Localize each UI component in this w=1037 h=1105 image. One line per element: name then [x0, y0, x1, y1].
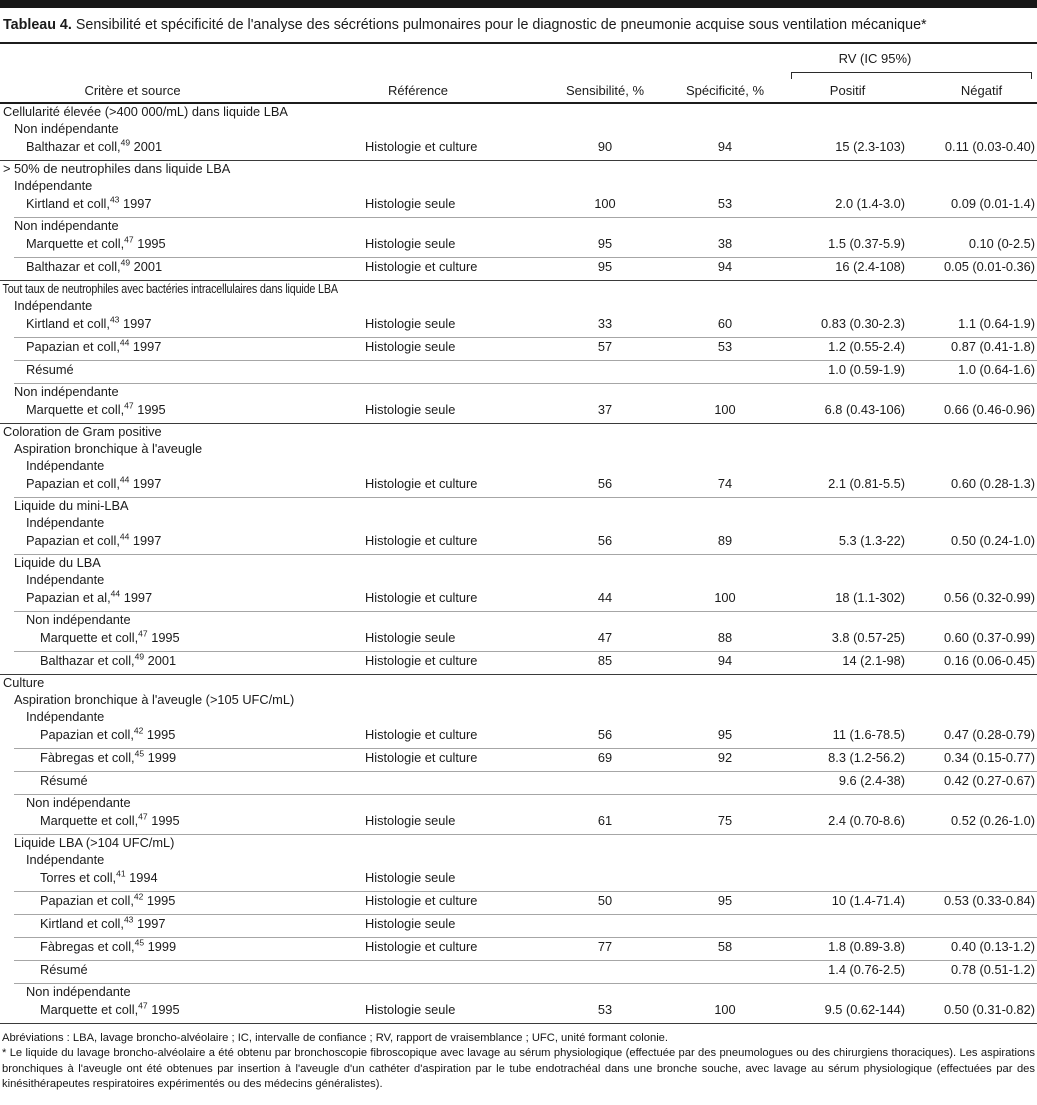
section-label-row [0, 121, 1037, 138]
source-cell: Fàbregas et coll,$^{45}$ 1999 [40, 937, 177, 954]
specificity-cell: 38 [717, 235, 733, 251]
abbreviations-note: Abréviations : LBA, lavage broncho-alvéolaire ; IC, intervalle de confiance ; RV, rapport de vraisemblance ; UFC, unité formant colonie. [2, 1031, 669, 1044]
rv-negative-cell: 0.50 (0.31-0.82) [943, 1001, 1035, 1017]
criterion-label: Indépendante [14, 298, 93, 314]
section-label-row [0, 572, 1037, 589]
rv-negative-cell: 0.09 (0.01-1.4) [951, 195, 1035, 211]
table-row [0, 235, 1037, 257]
criterion-label: Indépendante [26, 572, 105, 588]
section-label-row [0, 104, 1037, 121]
rv-negative-cell: 0.50 (0.24-1.0) [951, 532, 1035, 548]
criterion-label: Cellularité élevée (>400 000/mL) dans liquide LBA [3, 104, 288, 120]
source-cell: Balthazar et coll,$^{49}$ 2001 [26, 137, 163, 154]
rv-negative-cell: 0.34 (0.15-0.77) [943, 749, 1035, 765]
rv-positive-cell: 8.3 (1.2-56.2) [828, 749, 905, 765]
specificity-cell: 94 [717, 652, 733, 668]
criterion-label: Liquide du LBA [14, 555, 101, 571]
rv-negative-cell: 0.47 (0.28-0.79) [943, 726, 1035, 742]
rv-positive-cell: 11 (1.6-78.5) [832, 726, 905, 742]
specificity-cell: 88 [717, 629, 733, 645]
specificity-cell: 95 [717, 726, 733, 742]
rv-negative-cell: 0.05 (0.01-0.36) [943, 258, 1035, 274]
specificity-cell: 94 [717, 258, 733, 274]
col-header-sensitivity: Sensibilité, % [565, 82, 645, 98]
rv-positive-cell: 1.8 (0.89-3.8) [828, 938, 905, 954]
specificity-cell: 92 [717, 749, 733, 765]
section-label-row [0, 709, 1037, 726]
source-cell: Papazian et coll,$^{44}$ 1997 [26, 474, 162, 491]
specificity-cell: 100 [714, 401, 736, 417]
section-label-row [0, 161, 1037, 178]
col-header-rv-positive: Positif [829, 82, 866, 98]
reference-cell: Histologie seule [365, 338, 456, 354]
source-cell: Marquette et coll,$^{47}$ 1995 [40, 628, 180, 645]
table-row [0, 892, 1037, 914]
specificity-cell: 100 [714, 589, 736, 605]
specificity-cell: 89 [717, 532, 733, 548]
criterion-label: Indépendante [26, 515, 105, 531]
section-label-row [0, 281, 1037, 298]
col-header-specificity: Spécificité, % [685, 82, 765, 98]
rv-negative-cell: 0.60 (0.37-0.99) [943, 629, 1035, 645]
section-label-row [0, 852, 1037, 869]
specificity-cell: 75 [717, 812, 733, 828]
reference-cell: Histologie et culture [365, 589, 478, 605]
section-label-row [0, 218, 1037, 235]
section-label-row [0, 441, 1037, 458]
table-row [0, 338, 1037, 360]
rv-positive-cell: 16 (2.4-108) [835, 258, 905, 274]
reference-cell: Histologie seule [365, 195, 456, 211]
source-cell: Kirtland et coll,$^{43}$ 1997 [26, 314, 152, 331]
col-header-criterion: Critère et source [84, 82, 181, 98]
rv-positive-cell: 15 (2.3-103) [835, 138, 905, 154]
reference-cell: Histologie seule [365, 629, 456, 645]
source-cell: Marquette et coll,$^{47}$ 1995 [40, 1000, 180, 1017]
rv-positive-cell: 1.4 (0.76-2.5) [828, 961, 905, 977]
reference-cell: Histologie et culture [365, 938, 478, 954]
table-row [0, 315, 1037, 337]
section-label-row [0, 515, 1037, 532]
table-row [0, 749, 1037, 771]
rv-negative-cell: 0.11 (0.03-0.40) [944, 138, 1035, 154]
criterion-label: Non indépendante [14, 218, 119, 234]
sensitivity-cell: 61 [597, 812, 613, 828]
reference-cell: Histologie seule [365, 915, 456, 931]
rv-positive-cell: 2.1 (0.81-5.5) [828, 475, 905, 491]
rv-negative-cell: 0.56 (0.32-0.99) [943, 589, 1035, 605]
source-cell: Papazian et coll,$^{42}$ 1995 [40, 725, 176, 742]
specificity-cell: 53 [717, 338, 733, 354]
rv-positive-cell: 9.5 (0.62-144) [824, 1001, 905, 1017]
sensitivity-cell: 90 [597, 138, 613, 154]
source-cell: Papazian et coll,$^{42}$ 1995 [40, 891, 176, 908]
reference-cell: Histologie seule [365, 235, 456, 251]
source-cell: Marquette et coll,$^{47}$ 1995 [26, 400, 166, 417]
table-row [0, 938, 1037, 960]
table-row [0, 401, 1037, 423]
section-label-row [0, 178, 1037, 195]
rv-positive-cell: 18 (1.1-302) [835, 589, 905, 605]
table-top-bar [0, 0, 1037, 8]
criterion-label: Non indépendante [26, 612, 131, 628]
asterisk-note: * Le liquide du lavage broncho-alvéolaire a été obtenu par bronchoscopie fibroscopique avec lavage au sérum physiologique (effectuée par des pneumologues ou des chirurgiens thoraciques). Les aspirations bronchiques à l'aveugle ont été obtenues par insertion à l'aveugle d'un cathéter d'aspiration par le tube endotrachéal dans une bronche souche, avec lavage au sérum physiologique (effectuées par des kinésithérapeutes respiratoires expérimentés ou des médecins généralistes). [2, 1047, 1035, 1091]
table-row [0, 138, 1037, 160]
sensitivity-cell: 56 [597, 475, 613, 491]
rv-positive-cell: 2.4 (0.70-8.6) [828, 812, 905, 828]
sensitivity-cell: 50 [597, 892, 613, 908]
col-header-rv-negative: Négatif [960, 82, 1003, 98]
rv-positive-cell: 2.0 (1.4-3.0) [835, 195, 905, 211]
sensitivity-cell: 33 [597, 315, 613, 331]
section-label-row [0, 612, 1037, 629]
rv-negative-cell: 0.60 (0.28-1.3) [951, 475, 1035, 491]
reference-cell: Histologie seule [365, 869, 456, 885]
source-cell: Résumé [40, 772, 88, 788]
table-row [0, 915, 1037, 937]
source-cell: Résumé [40, 961, 88, 977]
table-row [0, 361, 1037, 383]
rv-positive-cell: 5.3 (1.3-22) [838, 532, 905, 548]
sensitivity-cell: 56 [597, 726, 613, 742]
criterion-label: Indépendante [26, 458, 105, 474]
table-title-row [0, 8, 1037, 44]
specificity-cell: 74 [717, 475, 733, 491]
source-cell: Fàbregas et coll,$^{45}$ 1999 [40, 748, 177, 765]
section-label-row [0, 498, 1037, 515]
rv-negative-cell: 0.16 (0.06-0.45) [943, 652, 1035, 668]
criterion-label: Coloration de Gram positive [3, 424, 162, 440]
reference-cell: Histologie seule [365, 401, 456, 417]
source-cell: Balthazar et coll,$^{49}$ 2001 [26, 257, 163, 274]
reference-cell: Histologie et culture [365, 138, 478, 154]
sensitivity-cell: 69 [597, 749, 613, 765]
rv-negative-cell: 1.1 (0.64-1.9) [958, 315, 1035, 331]
rv-positive-cell: 3.8 (0.57-25) [831, 629, 905, 645]
criterion-label: Non indépendante [14, 121, 119, 137]
source-cell: Papazian et al,$^{44}$ 1997 [26, 588, 153, 605]
sensitivity-cell: 85 [597, 652, 613, 668]
section-label-row [0, 675, 1037, 692]
sensitivity-cell: 53 [597, 1001, 613, 1017]
reference-cell: Histologie seule [365, 315, 456, 331]
specificity-cell: 58 [717, 938, 733, 954]
table-row [0, 475, 1037, 497]
specificity-cell: 53 [717, 195, 733, 211]
table-row [0, 726, 1037, 748]
criterion-label: Non indépendante [26, 795, 131, 811]
source-cell: Résumé [26, 361, 74, 377]
criterion-label: Culture [3, 675, 45, 691]
criterion-label: Non indépendante [26, 984, 131, 1000]
table-number-label: Tableau 4. [3, 17, 72, 33]
criterion-label: Indépendante [26, 709, 105, 725]
table-title-text: Sensibilité et spécificité de l'analyse des sécrétions pulmonaires pour le diagnostic de pneumonie acquise sous ventilation mécanique* [75, 17, 927, 33]
reference-cell: Histologie et culture [365, 532, 478, 548]
reference-cell: Histologie et culture [365, 652, 478, 668]
rv-positive-cell: 6.8 (0.43-106) [824, 401, 905, 417]
source-cell: Torres et coll,$^{41}$ 1994 [40, 868, 158, 885]
rv-group-bracket [791, 72, 1032, 79]
section-label-row [0, 555, 1037, 572]
sensitivity-cell: 37 [597, 401, 613, 417]
rv-positive-cell: 9.6 (2.4-38) [838, 772, 905, 788]
source-cell: Kirtland et coll,$^{43}$ 1997 [26, 194, 152, 211]
table-row [0, 812, 1037, 834]
specificity-cell: 94 [717, 138, 733, 154]
rv-positive-cell: 1.5 (0.37-5.9) [828, 235, 905, 251]
rv-positive-cell: 10 (1.4-71.4) [831, 892, 905, 908]
criterion-label: Indépendante [14, 178, 93, 194]
table-row [0, 532, 1037, 554]
col-header-reference: Référence [388, 82, 448, 98]
source-cell: Kirtland et coll,$^{43}$ 1997 [40, 914, 166, 931]
table-row [0, 589, 1037, 611]
sensitivity-cell: 57 [597, 338, 613, 354]
criterion-label: Aspiration bronchique à l'aveugle (>105 UFC/mL) [14, 692, 295, 708]
reference-cell: Histologie seule [365, 812, 456, 828]
source-cell: Marquette et coll,$^{47}$ 1995 [26, 234, 166, 251]
reference-cell: Histologie et culture [365, 892, 478, 908]
sensitivity-cell: 95 [597, 258, 613, 274]
table-row [0, 1001, 1037, 1023]
section-label-row [0, 458, 1037, 475]
rv-negative-cell: 0.87 (0.41-1.8) [951, 338, 1035, 354]
specificity-cell: 60 [717, 315, 733, 331]
table-header [0, 44, 1037, 104]
rv-negative-cell: 0.40 (0.13-1.2) [951, 938, 1035, 954]
reference-cell: Histologie et culture [365, 475, 478, 491]
table-row [0, 961, 1037, 983]
section-label-row [0, 424, 1037, 441]
source-cell: Papazian et coll,$^{44}$ 1997 [26, 337, 162, 354]
sensitivity-cell: 95 [597, 235, 613, 251]
reference-cell: Histologie et culture [365, 749, 478, 765]
source-cell: Marquette et coll,$^{47}$ 1995 [40, 811, 180, 828]
criterion-label: Tout taux de neutrophiles avec bactéries intracellulaires dans liquide LBA [2, 281, 338, 297]
rv-positive-cell: 14 (2.1-98) [842, 652, 905, 668]
rv-positive-cell: 1.2 (0.55-2.4) [828, 338, 905, 354]
rv-negative-cell: 0.78 (0.51-1.2) [951, 961, 1035, 977]
sensitivity-cell: 77 [597, 938, 613, 954]
sensitivity-cell: 56 [597, 532, 613, 548]
specificity-cell: 95 [717, 892, 733, 908]
table-row [0, 869, 1037, 891]
rv-negative-cell: 1.0 (0.64-1.6) [958, 361, 1035, 377]
table-row [0, 772, 1037, 794]
section-label-row [0, 692, 1037, 709]
rv-negative-cell: 0.53 (0.33-0.84) [943, 892, 1035, 908]
reference-cell: Histologie et culture [365, 726, 478, 742]
section-label-row [0, 984, 1037, 1001]
criterion-label: Indépendante [26, 852, 105, 868]
criterion-label: > 50% de neutrophiles dans liquide LBA [3, 161, 231, 177]
table-row [0, 258, 1037, 280]
criterion-label: Aspiration bronchique à l'aveugle [14, 441, 203, 457]
rv-negative-cell: 0.66 (0.46-0.96) [943, 401, 1035, 417]
rv-negative-cell: 0.42 (0.27-0.67) [943, 772, 1035, 788]
rv-positive-cell: 0.83 (0.30-2.3) [821, 315, 905, 331]
specificity-cell: 100 [714, 1001, 736, 1017]
section-label-row [0, 835, 1037, 852]
sensitivity-cell: 100 [594, 195, 616, 211]
section-label-row [0, 384, 1037, 401]
reference-cell: Histologie et culture [365, 258, 478, 274]
source-cell: Papazian et coll,$^{44}$ 1997 [26, 531, 162, 548]
rv-negative-cell: 0.10 (0-2.5) [968, 235, 1035, 251]
table-body [0, 104, 1037, 1024]
table-row [0, 652, 1037, 674]
sensitivity-cell: 44 [597, 589, 613, 605]
section-label-row [0, 298, 1037, 315]
rv-positive-cell: 1.0 (0.59-1.9) [828, 361, 905, 377]
source-cell: Balthazar et coll,$^{49}$ 2001 [40, 651, 177, 668]
table-row [0, 195, 1037, 217]
sensitivity-cell: 47 [597, 629, 613, 645]
table-footnotes [0, 1024, 1037, 1093]
section-label-row [0, 795, 1037, 812]
table-row [0, 629, 1037, 651]
column-headers [0, 83, 1037, 98]
reference-cell: Histologie seule [365, 1001, 456, 1017]
rv-negative-cell: 0.52 (0.26-1.0) [951, 812, 1035, 828]
criterion-label: Liquide du mini-LBA [14, 498, 129, 514]
rv-group-header: RV (IC 95%) [838, 50, 912, 66]
criterion-label: Non indépendante [14, 384, 119, 400]
criterion-label: Liquide LBA (>104 UFC/mL) [14, 835, 175, 851]
